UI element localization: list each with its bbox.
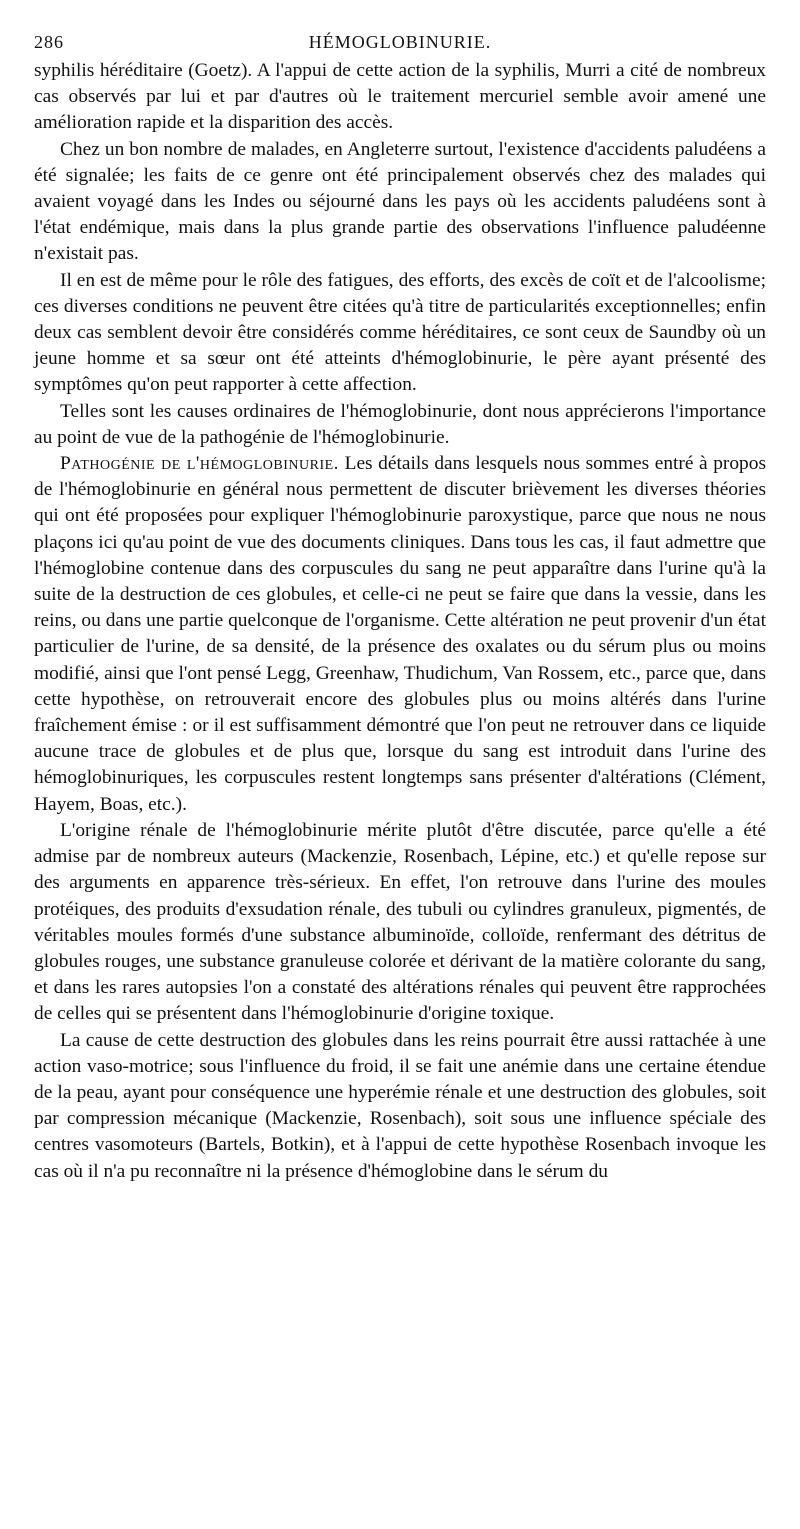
paragraph-text: Les détails dans lesquels nous sommes entré à propos de l'hémoglobinurie en général nous permettent de discuter brièvement les diverses théories qui ont été proposées pour expliquer l'hémoglobinurie paroxystique, parce que nous ne nous plaçons ici qu'au point de vue des documents cliniques. Dans tous les cas, il faut admettre que l'hémoglobine contenue dans des corpuscules du sang ne peut apparaître dans l'urine qu'à la suite de la destruction de ces globules, et celle-ci ne peut se faire que dans la vessie, dans les reins, ou dans une partie quelconque de l'organisme. Cette altération ne peut provenir d'un état particulier de l'urine, de sa densité, de la présence des oxalates ou du sérum plus ou moins modifié, ainsi que l'ont pensé Legg, Greenhaw, Thudichum, Van Rossem, etc., parce que, dans cette hypothèse, on retrouverait encore des globules plus ou moins altérés dans l'urine fraîchement émise : or il est suffisamment démontré que l'on peut ne retrouver dans ce liquide aucune trace de globules et de plus que, lorsque du sang est introduit dans l'urine des hémoglobinuriques, les corpuscules restent longtemps sans présenter d'altérations (Clément, Hayem, Boas, etc.). bbox=[34, 453, 766, 815]
paragraph-text: Il en est de même pour le rôle des fatigues, des efforts, des excès de coït et de l'alcoolisme; ces diverses conditions ne peuvent être citées qu'à titre de particularités exceptionnelles; enfin deux cas semblent devoir être considérés comme héréditaires, ce sont ceux de Saundby où un jeune homme et sa sœur ont été atteints d'hémoglobinurie, le père ayant présenté des symptômes qu'on peut rapporter à cette affection. bbox=[34, 269, 766, 396]
paragraph-text: Chez un bon nombre de malades, en Angleterre surtout, l'existence d'accidents paludéens a été signalée; les faits de ce genre ont été principalement observés chez des malades qui avaient voyagé dans les Indes ou séjourné dans les pays où les accidents paludéens sont à l'état endémique, mais dans la plus grande partie des observations l'influence paludéenne n'existait pas. bbox=[34, 138, 766, 265]
body-text bbox=[34, 58, 766, 1185]
paragraph-2 bbox=[34, 137, 766, 268]
paragraph-text: La cause de cette destruction des globules dans les reins pourrait être aussi rattachée à une action vaso-motrice; sous l'influence du froid, il se fait une anémie dans une certaine étendue de la peau, ayant pour conséquence une hyperémie rénale et une destruction des globules, soit par compression mécanique (Mackenzie, Rosenbach), soit sous une influence spéciale des centres vasomoteurs (Bartels, Botkin), et à l'appui de cette hypothèse Rosenbach invoque les cas où il n'a pu reconnaître ni la présence d'hémoglobine dans le sérum du bbox=[34, 1029, 766, 1182]
paragraph-7 bbox=[34, 1028, 766, 1185]
paragraph-6 bbox=[34, 818, 766, 1028]
section-heading: Pathogénie de l'hémoglobinurie. bbox=[60, 453, 340, 475]
paragraph-5 bbox=[34, 451, 766, 818]
page-number: 286 bbox=[34, 32, 64, 52]
paragraph-4 bbox=[34, 399, 766, 451]
paragraph-text: syphilis héréditaire (Goetz). A l'appui de cette action de la syphilis, Murri a cité de nombreux cas observés par lui et par d'autres où le traitement mercuriel semble avoir amené une amélioration rapide et la disparition des accès. bbox=[34, 60, 766, 134]
paragraph-text: Telles sont les causes ordinaires de l'hémoglobinurie, dont nous apprécierons l'importance au point de vue de la pathogénie de l'hémoglobinurie. bbox=[34, 400, 766, 448]
running-title: HÉMOGLOBINURIE. bbox=[308, 32, 492, 52]
paragraph-1 bbox=[34, 58, 766, 137]
page-header bbox=[34, 30, 766, 58]
paragraph-text: L'origine rénale de l'hémoglobinurie mérite plutôt d'être discutée, parce qu'elle a été admise par de nombreux auteurs (Mackenzie, Rosenbach, Lépine, etc.) et qu'elle repose sur des arguments en apparence très-sérieux. En effet, l'on retrouve dans l'urine des moules protéiques, des produits d'exsudation rénale, des tubuli ou cylindres granuleux, pigmentés, de véritables moules formés d'une substance albuminoïde, colloïde, renfermant des détritus de globules rouges, une substance granuleuse colorée et dérivant de la matière colorante du sang, et dans les rares autopsies l'on a constaté des altérations rénales qui peuvent être rapprochées de celles qui se présentent dans l'hémoglobinurie d'origine toxique. bbox=[34, 819, 766, 1025]
paragraph-3 bbox=[34, 268, 766, 399]
